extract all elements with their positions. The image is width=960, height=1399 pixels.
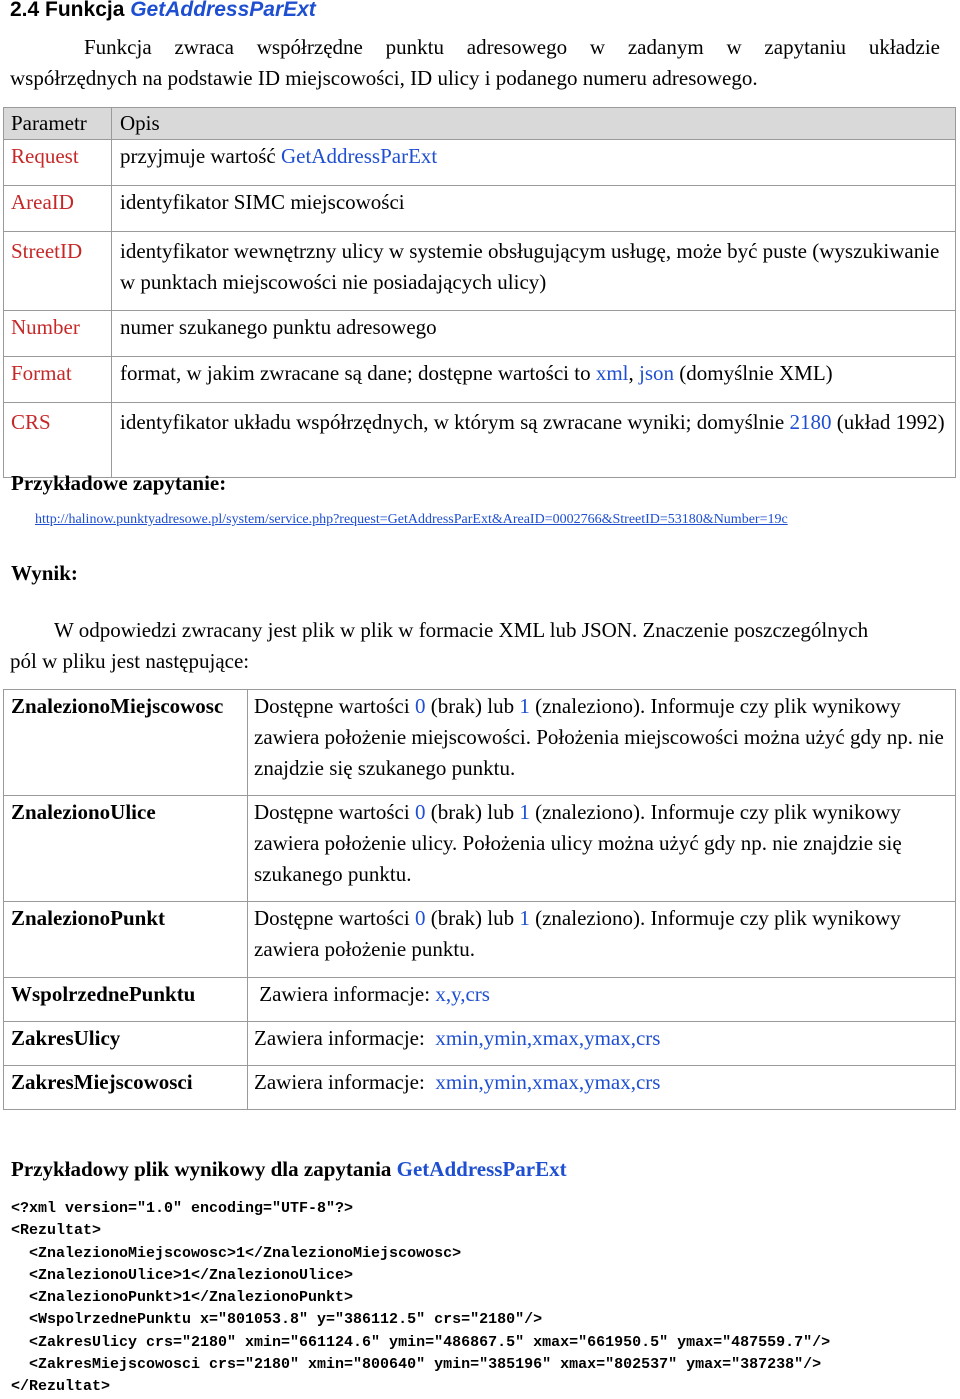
field-name: ZakresMiejscowosci <box>4 1066 248 1110</box>
desc-value-xml: xml <box>595 361 629 385</box>
desc-text: przyjmuje wartość <box>120 144 281 168</box>
field-row <box>4 1022 956 1066</box>
param-row-streetid <box>4 232 956 311</box>
result-paragraph <box>10 615 940 677</box>
result-label: Wynik: <box>11 561 78 585</box>
intro-line-2: współrzędnych na podstawie ID miejscowości, ID ulicy i podanego numeru adresowego. <box>10 66 758 90</box>
value-0: 0 <box>414 694 426 718</box>
param-name: StreetID <box>4 232 112 311</box>
param-row-areaid <box>4 186 956 232</box>
desc-suffix: (układ 1992) <box>831 410 945 434</box>
param-desc <box>112 140 956 186</box>
xml-line: </Rezultat> <box>11 1378 111 1396</box>
desc-text: Dostępne wartości <box>254 694 415 718</box>
value-1: 1 <box>519 800 530 824</box>
parameters-table <box>3 107 956 478</box>
value-0: 0 <box>414 906 426 930</box>
desc-text: Dostępne wartości <box>254 906 415 930</box>
xml-line: <ZnalezionoPunkt>1</ZnalezionoPunkt> <box>11 1289 354 1307</box>
desc-text: (brak) lub <box>425 800 520 824</box>
desc-text: (znaleziono). Informuje czy plik wynikowy zawiera położenie ulicy. Położenia ulicy można użyć gdy np. nie znajdzie się szukanego punktu. <box>254 800 902 886</box>
example-label: Przykładowe zapytanie: <box>11 471 227 495</box>
xml-line: <WspolrzednePunktu x="801053.8" y="386112.5" crs="2180"/> <box>11 1311 543 1329</box>
desc-value-crs: 2180 <box>789 410 832 434</box>
desc-text: (brak) lub <box>425 906 520 930</box>
param-name: Request <box>4 140 112 186</box>
param-desc: identyfikator wewnętrzny ulicy w systemie obsługującym usługę, może być puste (wyszukiwanie w punktach miejscowości nie posiadających ulicy) <box>112 232 956 311</box>
desc-text: format, w jakim zwracane są dane; dostępne wartości to <box>120 361 596 385</box>
header-param: Parametr <box>4 108 112 140</box>
field-row <box>4 1066 956 1110</box>
field-name: ZakresUlicy <box>4 1022 248 1066</box>
desc-text: Dostępne wartości <box>254 800 415 824</box>
desc-text: Zawiera informacje: <box>254 1070 436 1094</box>
result-line-1: W odpowiedzi zwracany jest plik w plik w formacie XML lub JSON. Znaczenie poszczególnych <box>54 618 869 642</box>
desc-value: GetAddressParExt <box>280 144 438 168</box>
desc-text: (znaleziono). Informuje czy plik wynikowy zawiera położenie punktu. <box>254 906 901 961</box>
field-desc <box>248 1022 956 1066</box>
field-row <box>4 978 956 1022</box>
field-name: WspolrzednePunktu <box>4 978 248 1022</box>
header-desc: Opis <box>112 108 956 140</box>
sample-label-text: Przykładowy plik wynikowy dla zapytania <box>11 1157 397 1181</box>
field-values: xmin,ymin,xmax,ymax,crs <box>435 1026 661 1050</box>
fields-table <box>3 689 956 1110</box>
desc-text: Zawiera informacje: <box>254 982 436 1006</box>
example-url-link[interactable]: http://halinow.punktyadresowe.pl/system/service.php?request=GetAddressParExt&AreaID=0002766&StreetID=53180&Number=19c <box>35 512 788 527</box>
field-desc <box>248 690 956 796</box>
value-1: 1 <box>519 694 530 718</box>
field-desc <box>248 1066 956 1110</box>
param-desc <box>112 357 956 403</box>
field-name: ZnalezionoPunkt <box>4 902 248 978</box>
param-desc: numer szukanego punktu adresowego <box>112 311 956 357</box>
desc-text: identyfikator układu współrzędnych, w którym są zwracane wyniki; domyślnie <box>120 410 790 434</box>
xml-line: <ZnalezionoMiejscowosc>1</ZnalezionoMiejscowosc> <box>11 1244 462 1262</box>
sample-function-name: GetAddressParExt <box>396 1157 567 1181</box>
field-values: x,y,crs <box>435 982 490 1006</box>
value-0: 0 <box>414 800 426 824</box>
field-name: ZnalezionoMiejscowosc <box>4 690 248 796</box>
xml-line: <ZnalezionoUlice>1</ZnalezionoUlice> <box>11 1266 354 1284</box>
sample-label <box>11 1157 567 1182</box>
field-desc <box>248 978 956 1022</box>
param-desc <box>112 403 956 478</box>
xml-line: <ZakresMiejscowosci crs="2180" xmin="800640" ymin="385196" xmax="802537" ymax="387238"/> <box>11 1356 822 1374</box>
field-row <box>4 902 956 978</box>
field-row <box>4 690 956 796</box>
desc-separator: , <box>628 361 639 385</box>
param-name: Number <box>4 311 112 357</box>
param-row-format <box>4 357 956 403</box>
param-row-crs <box>4 403 956 478</box>
xml-line: <Rezultat> <box>11 1222 102 1240</box>
value-1: 1 <box>519 906 530 930</box>
parameters-header-row <box>4 108 956 140</box>
param-name: CRS <box>4 403 112 478</box>
intro-line-1: Funkcja zwraca współrzędne punktu adresowego w zadanym w zapytaniu układzie <box>84 35 940 59</box>
param-name: Format <box>4 357 112 403</box>
result-line-2: pól w pliku jest następujące: <box>10 649 250 673</box>
param-row-number <box>4 311 956 357</box>
intro-paragraph <box>10 32 940 94</box>
desc-text: Zawiera informacje: <box>254 1026 436 1050</box>
field-desc <box>248 796 956 902</box>
desc-text: (znaleziono). Informuje czy plik wynikowy zawiera położenie miejscowości. Położenia miejscowości można użyć gdy np. nie znajdzie się szukanego punktu. <box>254 694 944 780</box>
desc-value-json: json <box>639 361 675 385</box>
field-values: xmin,ymin,xmax,ymax,crs <box>435 1070 661 1094</box>
desc-suffix: (domyślnie XML) <box>674 361 833 385</box>
param-desc: identyfikator SIMC miejscowości <box>112 186 956 232</box>
param-name: AreaID <box>4 186 112 232</box>
heading-prefix: 2.4 Funkcja <box>10 0 131 21</box>
param-row-request <box>4 140 956 186</box>
xml-sample-code <box>11 1198 830 1399</box>
heading-function-name: GetAddressParExt <box>130 0 316 21</box>
field-row <box>4 796 956 902</box>
field-desc <box>248 902 956 978</box>
xml-line: <ZakresUlicy crs="2180" xmin="661124.6" ymin="486867.5" xmax="661950.5" ymax="487559.7"/> <box>11 1333 831 1351</box>
xml-line: <?xml version="1.0" encoding="UTF-8"?> <box>11 1200 354 1217</box>
field-name: ZnalezionoUlice <box>4 796 248 902</box>
section-heading <box>10 0 316 22</box>
desc-text: (brak) lub <box>425 694 520 718</box>
